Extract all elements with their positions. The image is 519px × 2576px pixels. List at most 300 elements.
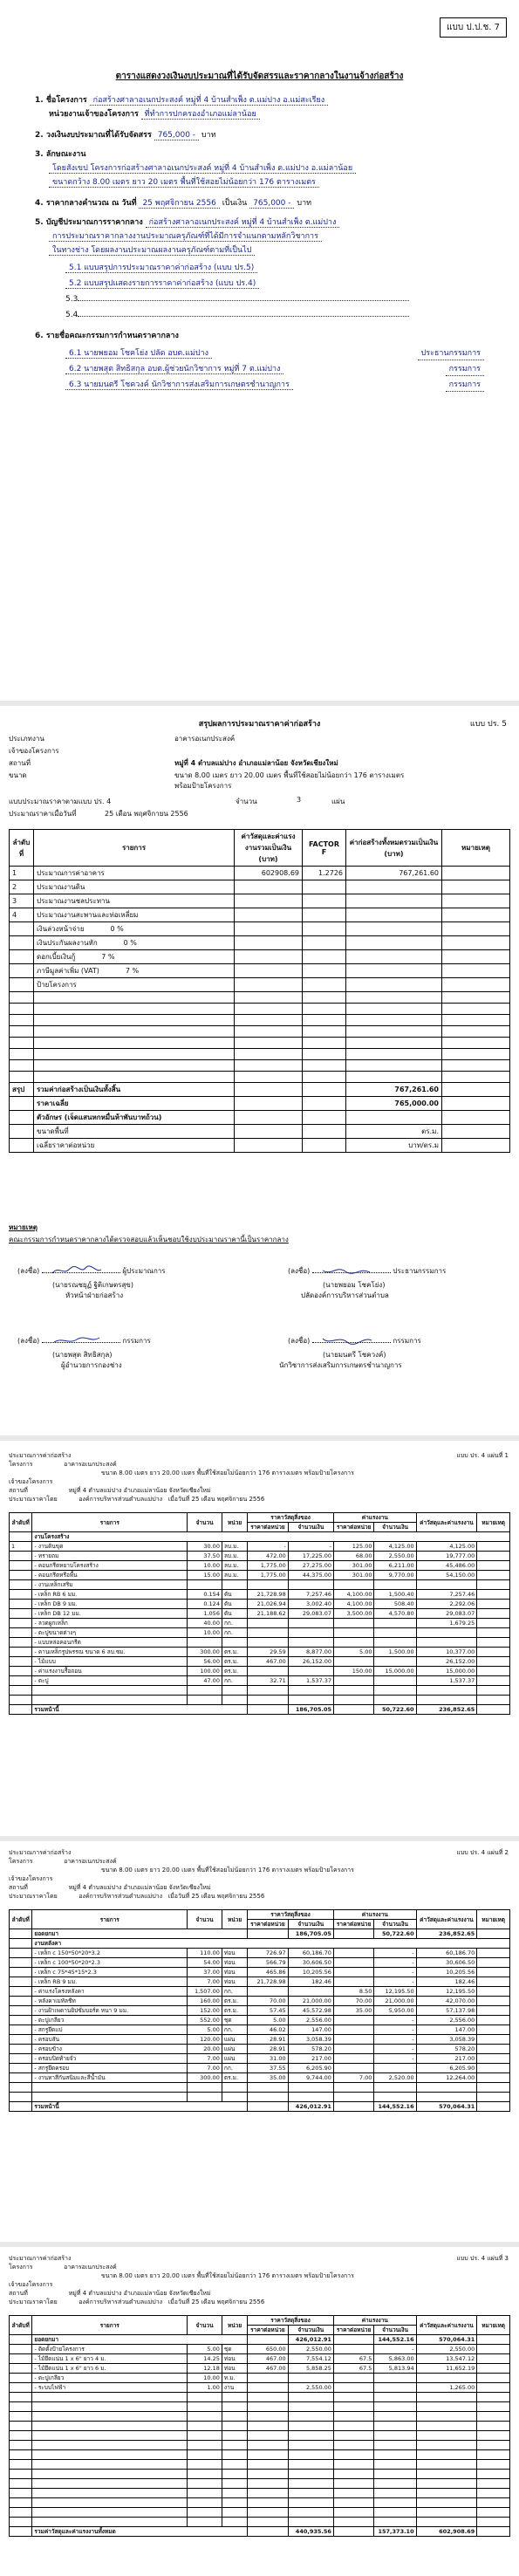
cell-no — [10, 922, 34, 936]
col-item: รายการ — [34, 830, 235, 867]
cell-empty — [303, 1097, 346, 1111]
cell-empty — [303, 978, 346, 992]
cell — [477, 2093, 510, 2102]
blank-row — [10, 2460, 510, 2470]
cell — [416, 1628, 477, 1638]
cell: - ค่าแรงโครงหลังคา — [32, 1987, 188, 1997]
cell-empty — [303, 936, 346, 950]
item-unit: บาท — [297, 199, 312, 208]
cell — [477, 1686, 510, 1696]
cell — [333, 2431, 373, 2441]
cell — [248, 1628, 288, 1638]
col-no: ลำดับที่ — [10, 1513, 32, 1532]
cell — [248, 1696, 288, 1705]
cell — [333, 2045, 373, 2054]
cell: 28.91 — [248, 2045, 288, 2054]
table-row — [10, 2016, 510, 2025]
cell — [248, 2460, 288, 2470]
cell — [10, 2045, 32, 2054]
blank-row — [10, 2393, 510, 2402]
blank-row — [10, 2083, 510, 2093]
cell-factor — [303, 908, 346, 922]
cell — [374, 2393, 416, 2402]
cell — [32, 2518, 188, 2527]
table-body — [10, 1929, 510, 2112]
col-no: ลำดับที่ — [10, 1910, 32, 1929]
cell-empty — [235, 1125, 303, 1139]
cell — [333, 1929, 373, 1939]
cell: 4,570.80 — [374, 1609, 416, 1619]
table-row — [10, 2054, 510, 2064]
header-value: หมู่ที่ 4 ตำบลแม่ปาง อำเภอแม่ลาน้อย จังหวัดเชียงใหม่ — [68, 1884, 211, 1891]
blank-row — [10, 2508, 510, 2518]
item-3-line2 — [49, 176, 485, 188]
cell-empty — [346, 922, 442, 936]
col-unit-price: ราคาต่อหน่วย — [248, 1920, 288, 1929]
param-cell — [34, 936, 235, 950]
cell — [416, 2441, 477, 2450]
cell-empty — [303, 1072, 346, 1083]
header-label: สถานที่ — [9, 1487, 28, 1494]
sig-role: กรรมการ — [393, 1337, 421, 1345]
cell: 27,275.00 — [288, 1561, 333, 1571]
cell: 160.00 — [188, 1997, 222, 2006]
cell — [10, 1580, 32, 1590]
cell — [10, 1667, 32, 1676]
cell — [222, 2498, 247, 2508]
param-label: ดอกเบี้ยเงินกู้ — [37, 953, 76, 961]
boq-sheet-2 — [0, 1841, 519, 2243]
blank-row — [10, 992, 510, 1004]
item-value: ก่อสร้างศาลาอเนกประสงค์ หมู่ที่ 4 บ้านสำเพ็ง ต.แม่ปาง — [146, 218, 340, 228]
cell — [288, 2470, 333, 2479]
cell: 30,606.50 — [288, 1958, 333, 1968]
cell — [333, 2035, 373, 2045]
cell: ท่อน — [222, 1977, 247, 1987]
cell: กก. — [222, 2025, 247, 2035]
cell — [374, 1657, 416, 1667]
cell: 68.00 — [334, 1552, 374, 1561]
cell: 45,486.00 — [416, 1561, 477, 1571]
cell: 1.056 — [188, 1609, 222, 1619]
cell: 2,550.00 — [288, 2345, 333, 2354]
cell — [333, 2450, 373, 2460]
cell — [416, 2460, 477, 2470]
form-code: แบบ ปร. 5 — [469, 720, 507, 729]
cell: 2,550.00 — [288, 2383, 333, 2393]
cell — [10, 2054, 32, 2064]
header-label: เจ้าของโครงการ — [9, 1478, 53, 1485]
cell: 21,026.94 — [248, 1600, 288, 1609]
cell — [222, 1638, 247, 1648]
param-cell — [34, 964, 235, 978]
cell: ตัน — [222, 1609, 247, 1619]
cell: ท่อน — [222, 2364, 247, 2374]
cell-empty — [303, 1015, 346, 1026]
sub-item-5-2 — [65, 277, 484, 290]
param-row — [10, 964, 510, 978]
cell — [333, 2498, 373, 2508]
col-no: ลำดับที่ — [10, 830, 34, 867]
col-qty: จำนวน — [188, 2316, 222, 2335]
cell: 110.00 — [188, 1949, 222, 1958]
cell-empty — [235, 978, 303, 992]
cell — [222, 1696, 247, 1705]
signature-block-2 — [288, 1265, 446, 1277]
cell — [288, 2093, 333, 2102]
cell — [10, 1949, 32, 1958]
cell: - ตะปูเกลียว — [32, 2374, 188, 2383]
cell-empty — [346, 978, 442, 992]
cell: - — [374, 2035, 416, 2045]
cell — [248, 2498, 288, 2508]
committee-1 — [65, 347, 484, 360]
cell — [477, 1977, 510, 1987]
cell — [10, 2064, 32, 2073]
cell — [288, 2422, 333, 2431]
cell — [10, 1648, 32, 1657]
cell — [288, 1638, 333, 1648]
signature-line — [312, 1342, 391, 1343]
cell: 726.97 — [248, 1949, 288, 1958]
cell: - คอนกรีตหรือพื้น — [32, 1571, 188, 1580]
cell — [10, 1657, 32, 1667]
item-2 — [35, 129, 488, 141]
cell-no: 4 — [10, 908, 34, 922]
summary-label: เฉลี่ยราคาต่อหน่วย — [34, 1139, 235, 1153]
cell-item: ประมาณงานดิน — [34, 880, 235, 894]
field-label: สถานที่ — [9, 759, 31, 767]
page-title: ตารางแสดงวงเงินงบประมาณที่ได้รับจัดสรรและราคากลางในงานจ้างก่อสร้าง — [115, 72, 404, 81]
cell-empty — [442, 1026, 510, 1038]
carry-row — [10, 1929, 510, 1939]
table-row — [10, 1958, 510, 1968]
row-label: ยอดยกมา — [32, 1929, 248, 1939]
cell — [10, 1958, 32, 1968]
remark-label: หมายเหตุ — [9, 1223, 38, 1231]
cell — [222, 1686, 247, 1696]
cell — [334, 1580, 374, 1590]
cell — [477, 2374, 510, 2383]
cell — [334, 1619, 374, 1628]
table-row — [10, 1977, 510, 1987]
cell: ตร.ม. — [222, 1648, 247, 1657]
cell: - เหล็ก c 150*50*20*3.2 — [32, 1949, 188, 1958]
item-1 — [35, 94, 488, 106]
param-row — [10, 922, 510, 936]
blank-row — [10, 1686, 510, 1696]
signature-block-4 — [288, 1335, 421, 1346]
cell — [477, 1968, 510, 1977]
cell: 19,777.00 — [416, 1552, 477, 1561]
col-unit: หน่วย — [222, 1910, 247, 1929]
cell — [288, 2489, 333, 2498]
sig-name: (นายรณชยุฏ์ ฐิติเกษตรสุข) — [52, 1281, 133, 1289]
cell: 9,770.00 — [374, 1571, 416, 1580]
cell — [374, 2383, 416, 2393]
cell: 570,064.31 — [416, 2102, 477, 2112]
cell-note — [442, 880, 510, 894]
col-amount: จำนวนเงิน — [288, 2326, 333, 2335]
cell — [10, 2441, 32, 2450]
header-value: หมู่ที่ 4 ตำบลแม่ปาง อำเภอแม่ลาน้อย จังหวัดเชียงใหม่ — [68, 1487, 211, 1494]
remark-text: คณะกรรมการกำหนดราคากลางได้ตรวจสอบแล้วเห็นชอบใช้งบประมาณราคานี้เป็นราคากลาง — [9, 1236, 289, 1243]
table-row — [10, 1657, 510, 1667]
col-amount: จำนวนเงิน — [374, 1523, 416, 1532]
cell — [222, 2489, 247, 2498]
cell: 147.00 — [288, 2025, 333, 2035]
cell-empty — [303, 1038, 346, 1049]
cell-empty — [10, 1049, 34, 1060]
cell — [32, 2431, 188, 2441]
table-row — [10, 1552, 510, 1561]
cell — [477, 2383, 510, 2393]
col-material: ราคาวัสดุสิ่งของ — [248, 1910, 334, 1920]
cell-factor — [303, 894, 346, 908]
sig-title: ปลัดองค์การบริหารส่วนตำบล — [301, 1291, 389, 1299]
cell — [477, 2335, 510, 2345]
cell: 144,552.16 — [374, 2335, 416, 2345]
cell: 5.00 — [334, 1648, 374, 1657]
cell — [222, 2412, 247, 2422]
cell — [477, 2518, 510, 2527]
col-sum: ค่าวัสดุและค่าแรงงาน — [416, 2316, 477, 2335]
cell: 1 — [10, 1542, 32, 1552]
param-value: 0 % — [123, 939, 137, 947]
item-label: 6. รายชื่อคณะกรรมการกำหนดราคากลาง — [35, 332, 179, 340]
header-value: เมื่อวันที่ 25 เดือน พฤศจิกายน 2556 — [167, 1893, 265, 1900]
header-label: โครงการ — [9, 2264, 33, 2271]
boq-thead — [10, 1910, 510, 1929]
table-header-row — [10, 2316, 510, 2326]
cell: ท่อน — [222, 2354, 247, 2364]
cell — [374, 2064, 416, 2073]
cell — [32, 2093, 188, 2102]
cell — [374, 2441, 416, 2450]
committee-3 — [65, 379, 484, 391]
committee-name: 6.1 นายพยอม โชคโย่ง ปลัด อบต.แม่ปาง — [65, 349, 212, 359]
field-label: แผ่น — [331, 798, 345, 805]
cell-total — [346, 908, 442, 922]
cell: 32.71 — [248, 1676, 288, 1686]
blank-row — [10, 2441, 510, 2450]
cell — [374, 2083, 416, 2093]
cell: 15,000.00 — [416, 1667, 477, 1676]
cell — [374, 1619, 416, 1628]
form-code: แบบ ปร. 4 แผ่นที่ 2 — [456, 1849, 509, 1856]
col-labour: ค่าแรงงาน — [333, 1910, 416, 1920]
cell: 6,205.90 — [416, 2064, 477, 2073]
cell: 70.00 — [333, 1997, 373, 2006]
cell-empty — [346, 1060, 442, 1072]
cell: 35.00 — [248, 2073, 288, 2083]
cell: 10,205.56 — [288, 1968, 333, 1977]
summary-row — [10, 1139, 510, 1153]
cell-empty — [34, 1060, 235, 1072]
cell — [477, 1561, 510, 1571]
cell-empty — [346, 936, 442, 950]
cell — [10, 2102, 32, 2112]
cell — [10, 1638, 32, 1648]
cell — [374, 2374, 416, 2383]
boq-table — [9, 1909, 510, 2112]
cell — [10, 1997, 32, 2006]
cell-empty — [346, 1038, 442, 1049]
cell — [477, 2083, 510, 2093]
cell — [248, 2335, 288, 2345]
col-total: ค่าก่อสร้างทั้งหมดรวมเป็นเงิน (บาท) — [346, 830, 442, 867]
cell — [188, 2083, 222, 2093]
cell-empty — [442, 1083, 510, 1097]
cell — [416, 1696, 477, 1705]
blank-row — [10, 2498, 510, 2508]
cell-empty — [235, 1139, 303, 1153]
cell: 7,554.12 — [288, 2354, 333, 2364]
cell: แผ่น — [222, 2045, 247, 2054]
cell-empty — [442, 1049, 510, 1060]
cell — [288, 2402, 333, 2412]
form-ppch7-page — [0, 0, 519, 698]
cell — [416, 2093, 477, 2102]
cell: 1,500.00 — [374, 1648, 416, 1657]
summary-value: 767,261.60 — [346, 1083, 442, 1097]
sub-item-5-4 — [65, 309, 484, 321]
cell-empty — [303, 1125, 346, 1139]
cell — [477, 2489, 510, 2498]
cell — [248, 2431, 288, 2441]
item-label: 4. ราคากลางคำนวณ ณ วันที่ — [35, 199, 137, 208]
header-value: อาคารอเนกประสงค์ — [64, 2264, 117, 2271]
signature-line — [42, 1342, 120, 1343]
field-label: ประมาณราคาเมื่อวันที่ — [9, 810, 77, 818]
signature-scribble — [51, 1265, 103, 1276]
cell: 3,058.39 — [288, 2035, 333, 2045]
cell — [10, 2093, 32, 2102]
cell: 6,211.00 — [374, 1561, 416, 1571]
cell-no — [10, 1111, 34, 1125]
cell: 602,908.69 — [416, 2527, 477, 2537]
table-row — [10, 1571, 510, 1580]
cell: 10.00 — [188, 1628, 222, 1638]
cell — [374, 2489, 416, 2498]
cell: 37.55 — [248, 2064, 288, 2073]
cell — [248, 2508, 288, 2518]
cell — [333, 2393, 373, 2402]
cell — [333, 2064, 373, 2073]
cell — [222, 2093, 247, 2102]
table-row — [10, 1580, 510, 1590]
cell: 236,852.65 — [416, 1705, 477, 1715]
table-row — [10, 1997, 510, 2006]
summary-label: ตัวอักษร (เจ็ดแสนหกหมื่นห้าพันบาทถ้วน) — [34, 1111, 235, 1125]
cell: 186,705.05 — [288, 1705, 333, 1715]
cell — [374, 1676, 416, 1686]
cell — [32, 2489, 188, 2498]
cell-empty — [235, 1004, 303, 1015]
item-unit: บาท — [201, 131, 216, 140]
blank-row — [10, 1049, 510, 1060]
cell — [222, 2450, 247, 2460]
cell — [288, 1987, 333, 1997]
cell: 1,679.25 — [416, 1619, 477, 1628]
cell-empty — [235, 1083, 303, 1097]
table-row — [10, 2383, 510, 2393]
cell: - ไม้ยึดแน่น 1 x 6" ยาว 6 ม. — [32, 2364, 188, 2374]
cell — [416, 2431, 477, 2441]
cell-empty — [442, 1038, 510, 1049]
cell — [10, 2479, 32, 2489]
header-value: เมื่อวันที่ 25 เดือน พฤศจิกายน 2556 — [167, 2299, 265, 2305]
blank-row — [10, 1004, 510, 1015]
cell — [10, 1696, 32, 1705]
cell-item: ประมาณงานสะพานและท่อเหลี่ยม — [34, 908, 235, 922]
cell — [477, 1542, 510, 1552]
col-note: หมายเหตุ — [477, 2316, 510, 2335]
cell: 0.124 — [188, 1600, 222, 1609]
cell — [374, 2422, 416, 2431]
cell — [477, 1696, 510, 1705]
sub-item-text: 5.3 — [65, 295, 79, 304]
cell — [333, 2025, 373, 2035]
cell-empty — [235, 1026, 303, 1038]
sig-role: ผู้ประมาณการ — [122, 1267, 166, 1275]
cell: - งานดินขุด — [32, 1542, 188, 1552]
cell: - เหล็ก RB 6 มม. — [32, 1590, 188, 1600]
cell: - ไม้ยึดแน่น 1 x 6" ยาว 4 ม. — [32, 2354, 188, 2364]
cell: 21,728.98 — [248, 1590, 288, 1600]
cell: 4,100.00 — [334, 1600, 374, 1609]
col-factor: FACTOR F — [303, 830, 346, 867]
cell: 2,292.06 — [416, 1600, 477, 1609]
col-note: หมายเหตุ — [477, 1910, 510, 1929]
boq-thead — [10, 2316, 510, 2335]
committee-name: 6.2 นายพสุต สิทธิสกุล อบต.ผู้ช่วยนักวิชาการ หมู่ที่ 7 ต.แม่ปาง — [65, 365, 283, 374]
item-6 — [35, 330, 488, 342]
param-label: เงินล่วงหน้าจ่าย — [37, 925, 85, 933]
cell — [334, 1638, 374, 1648]
cell-empty — [303, 1083, 346, 1097]
cell: 67.5 — [333, 2354, 373, 2364]
cell: - สกรูยึดแป — [32, 2025, 188, 2035]
cell: ลบ.ม. — [222, 1542, 247, 1552]
cell — [188, 2441, 222, 2450]
cell-empty — [235, 1015, 303, 1026]
cell-no — [10, 936, 34, 950]
cell: 465.86 — [248, 1968, 288, 1977]
cell: 70.00 — [248, 1997, 288, 2006]
cell — [248, 1686, 288, 1696]
cell — [477, 1571, 510, 1580]
cell — [288, 2412, 333, 2422]
cell — [333, 1977, 373, 1987]
param-label: ภาษีมูลค่าเพิ่ม (VAT) — [37, 967, 99, 975]
cell — [416, 2498, 477, 2508]
cell: ตร.ม. — [222, 1657, 247, 1667]
cell: 217.00 — [416, 2054, 477, 2064]
header-line: ประมาณการค่าก่อสร้าง — [9, 1849, 72, 1856]
summary-pr5-page — [0, 707, 519, 1431]
cell — [416, 2402, 477, 2412]
cell — [416, 2393, 477, 2402]
cell — [288, 2518, 333, 2527]
cell: 47.00 — [188, 1676, 222, 1686]
cell — [188, 2093, 222, 2102]
cell-empty — [10, 1015, 34, 1026]
cell: 472.00 — [248, 1552, 288, 1561]
cell — [374, 2518, 416, 2527]
cell-note — [442, 894, 510, 908]
summary-value — [346, 1111, 442, 1125]
